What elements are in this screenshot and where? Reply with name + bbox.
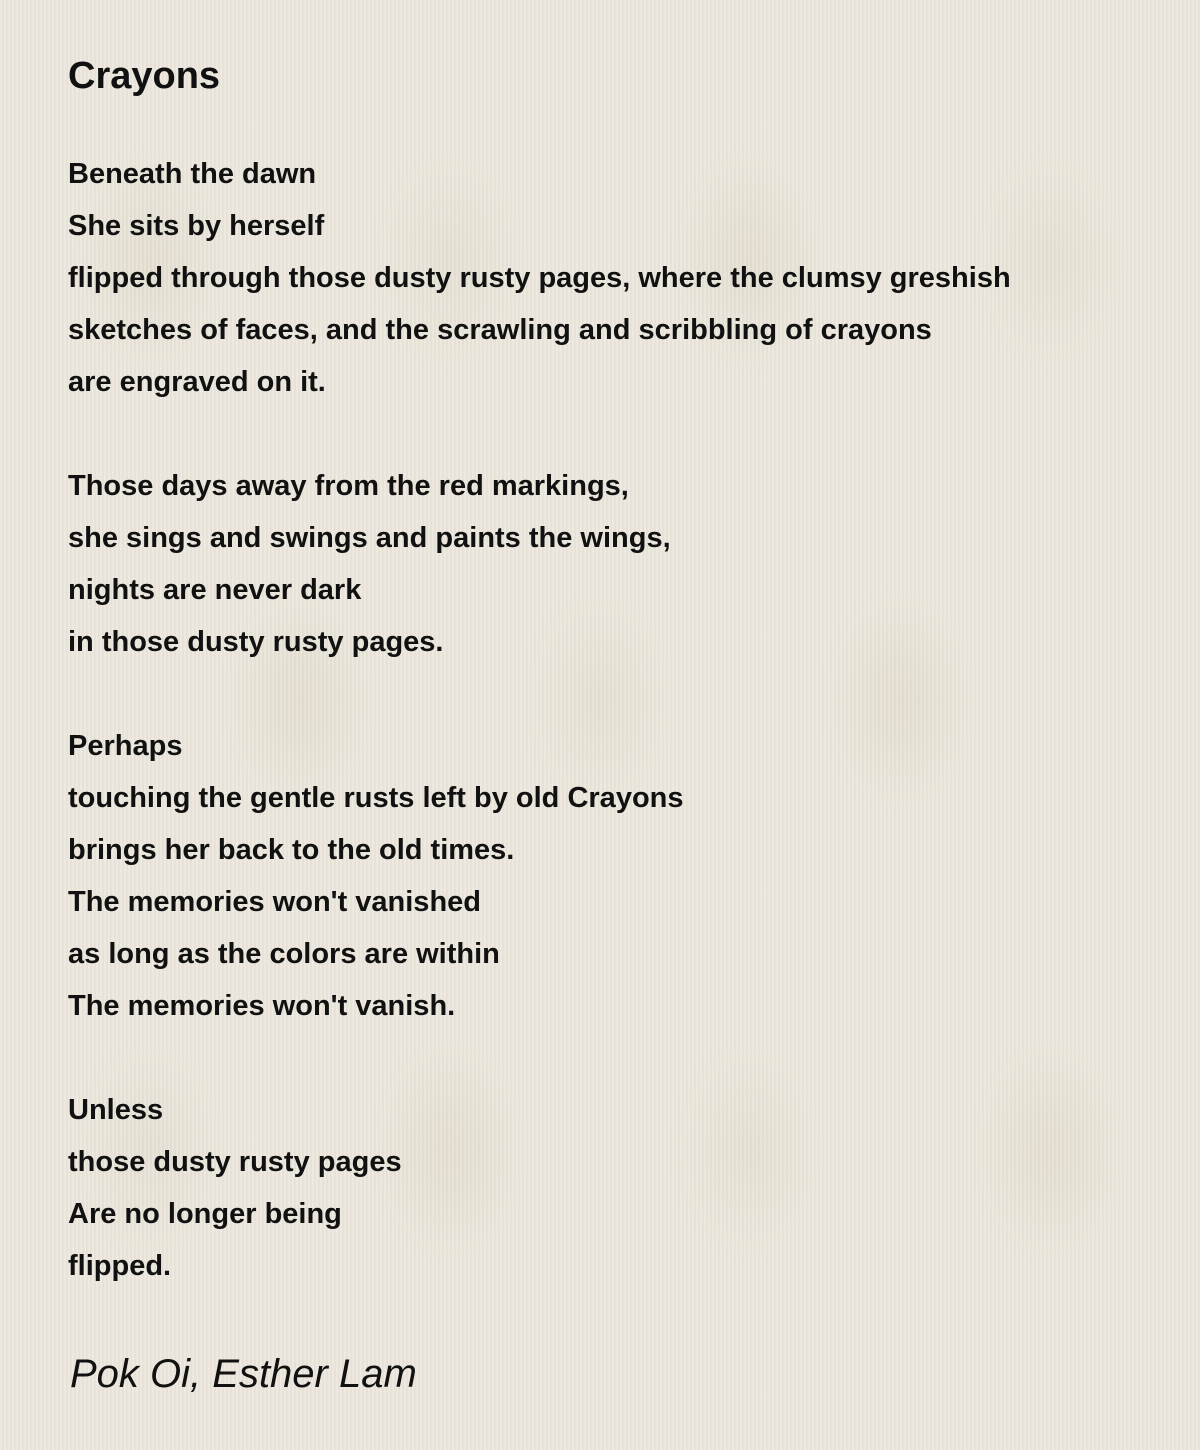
poem-container	[68, 50, 1178, 1292]
poem-line: touching the gentle rusts left by old Crayons	[68, 782, 684, 814]
poem-title: Crayons	[68, 55, 221, 97]
stanza-4	[68, 1084, 1178, 1292]
poem-line: nights are never dark	[68, 574, 362, 606]
poem-author: Pok Oi, Esther Lam	[70, 1352, 417, 1396]
poem-line: Those days away from the red markings,	[68, 470, 629, 502]
poem-line: Perhaps	[68, 730, 183, 762]
poem-body	[68, 148, 1178, 1292]
poem-line: The memories won't vanish.	[68, 990, 456, 1022]
poem-line: She sits by herself	[68, 210, 325, 242]
poem-line: she sings and swings and paints the wings,	[68, 522, 671, 554]
poem-line: flipped.	[68, 1250, 172, 1282]
poem-line: those dusty rusty pages	[68, 1146, 402, 1178]
poem-line: flipped through those dusty rusty pages, where the clumsy greshish	[68, 262, 1011, 294]
poem-line: Are no longer being	[68, 1198, 342, 1230]
poem-line: as long as the colors are within	[68, 938, 500, 970]
poem-line: Beneath the dawn	[68, 158, 317, 190]
poem-line: are engraved on it.	[68, 366, 326, 398]
stanza-1	[68, 148, 1178, 408]
stanza-2	[68, 460, 1178, 668]
poem-line: brings her back to the old times.	[68, 834, 515, 866]
poem-line: Unless	[68, 1094, 164, 1126]
poem-line: sketches of faces, and the scrawling and scribbling of crayons	[68, 314, 932, 346]
poem-line: The memories won't vanished	[68, 886, 481, 918]
poem-line: in those dusty rusty pages.	[68, 626, 444, 658]
stanza-3	[68, 720, 1178, 1032]
